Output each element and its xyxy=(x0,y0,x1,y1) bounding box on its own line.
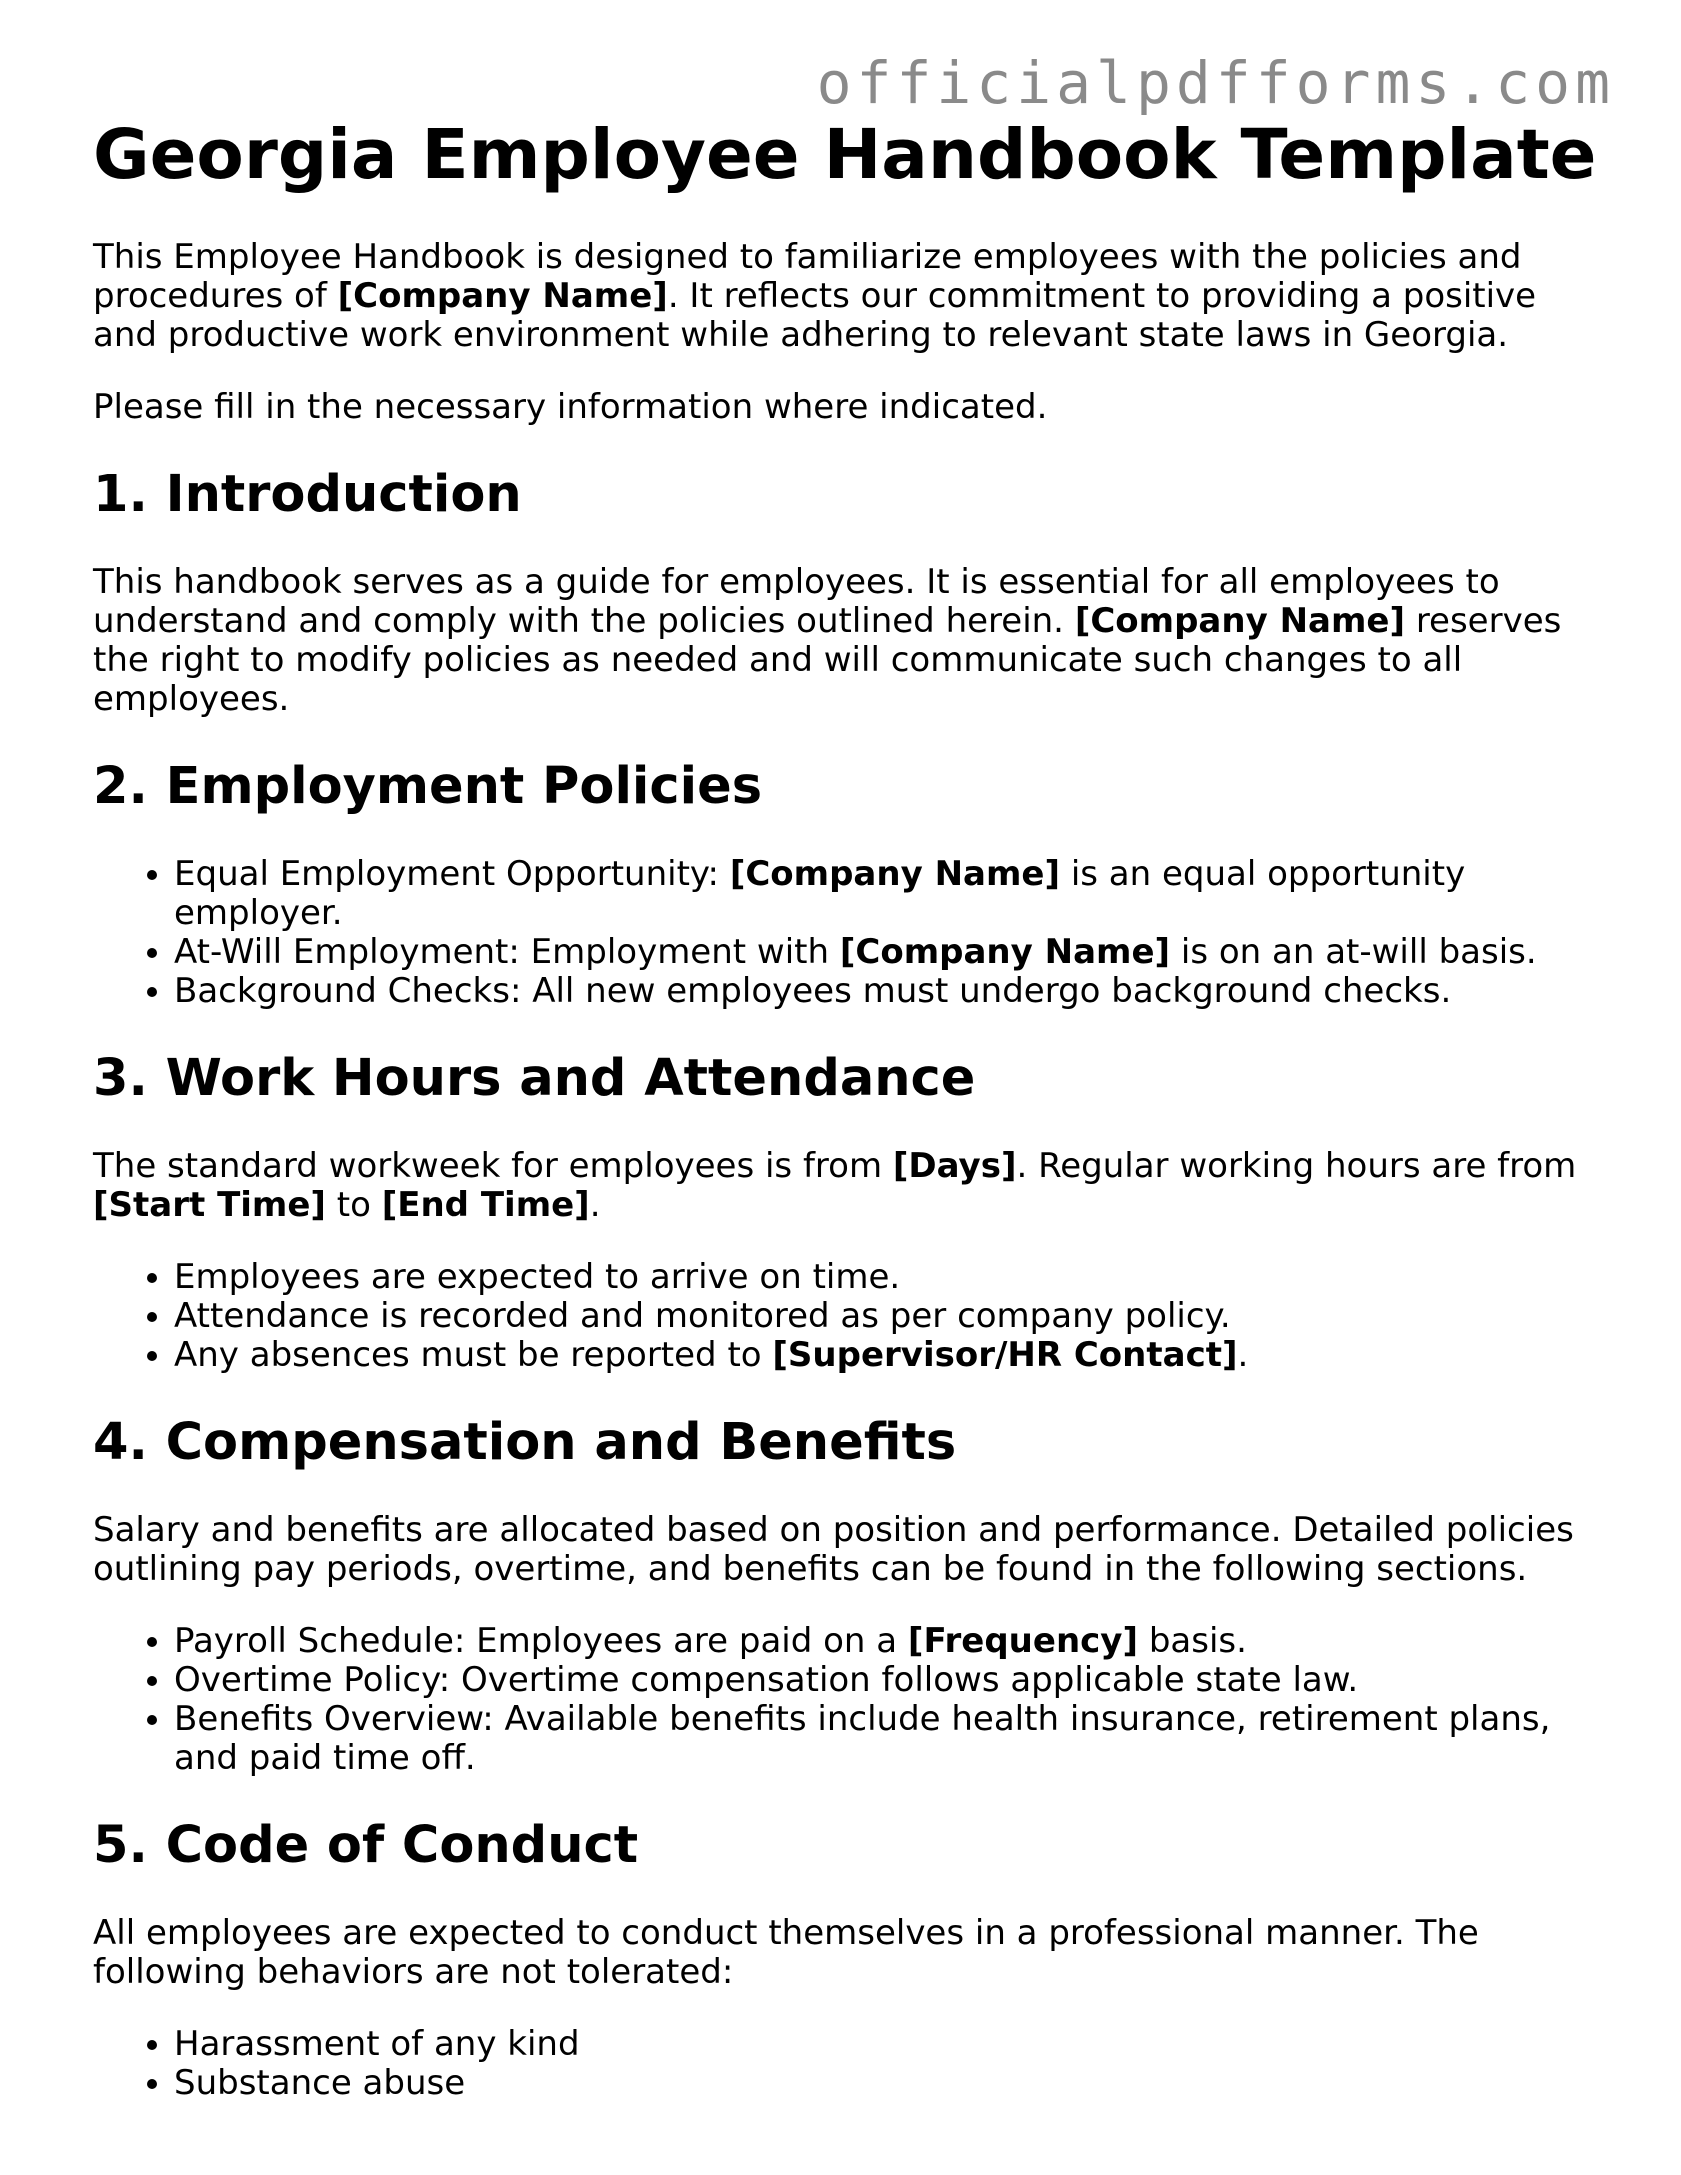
days-placeholder: [Days] xyxy=(892,1146,1017,1187)
start-time-placeholder: [Start Time] xyxy=(93,1185,326,1226)
work-hours-text: The standard workweek for employees is from xyxy=(93,1146,893,1187)
list-item-text: At-Will Employment: Employment with xyxy=(174,932,840,973)
section-heading-employment-policies: 2. Employment Policies xyxy=(93,756,763,816)
company-name-placeholder: [Company Name] xyxy=(337,275,668,316)
compensation-list xyxy=(93,1622,1603,1778)
document-title: Georgia Employee Handbook Template xyxy=(93,115,1597,195)
intro-text: This Employee Handbook is designed to familiarize employees with the policies and procedures of xyxy=(93,236,1522,316)
work-hours-paragraph xyxy=(93,1147,1603,1225)
list-item: • Overtime Policy: Overtime compensation follows applicable state law. xyxy=(174,1661,1603,1700)
list-item: • Attendance is recorded and monitored as per company policy. xyxy=(174,1297,1603,1336)
section-heading-introduction: 1. Introduction xyxy=(93,464,522,524)
list-item-text: Any absences must be reported to xyxy=(174,1335,773,1376)
attendance-list xyxy=(93,1258,1603,1375)
section-heading-work-hours: 3. Work Hours and Attendance xyxy=(93,1049,976,1109)
document-page xyxy=(93,115,1603,2136)
introduction-text: This handbook serves as a guide for employees. It is essential for all employees to understand and comply with the policies outlined herein. xyxy=(93,561,1500,641)
list-item xyxy=(174,1336,1603,1375)
intro-paragraph xyxy=(93,238,1603,355)
conduct-list xyxy=(93,2025,1603,2103)
watermark: officialpdfforms.com xyxy=(816,49,1615,117)
end-time-placeholder: [End Time] xyxy=(381,1185,590,1226)
contact-placeholder: [Supervisor/HR Contact] xyxy=(772,1335,1238,1376)
company-name-placeholder: [Company Name] xyxy=(729,854,1061,895)
instruction-paragraph: Please fill in the necessary information where indicated. xyxy=(93,386,1048,427)
company-name-placeholder: [Company Name] xyxy=(839,932,1171,973)
list-item: • Benefits Overview: Available benefits include health insurance, retirement plans, and paid time off. xyxy=(174,1700,1603,1778)
work-hours-text: . Regular working hours are from xyxy=(1016,1146,1577,1187)
list-item: • Harassment of any kind xyxy=(174,2025,1603,2064)
list-item xyxy=(174,1622,1603,1661)
conduct-paragraph: All employees are expected to conduct themselves in a professional manner. The following behaviors are not tolerated: xyxy=(93,1913,1479,1993)
compensation-paragraph: Salary and benefits are allocated based on position and performance. Detailed policies outlining pay periods, overtime, and benefits can be found in the following sections. xyxy=(93,1510,1574,1590)
list-item-text: . xyxy=(1237,1335,1249,1376)
employment-policies-list xyxy=(93,855,1603,1011)
list-item: • Substance abuse xyxy=(174,2064,1603,2103)
introduction-text: reserves the right to modify policies as needed and will communicate such changes to all employees. xyxy=(93,600,1562,719)
introduction-paragraph xyxy=(93,563,1603,719)
list-item-text: Payroll Schedule: Employees are paid on a xyxy=(174,1621,908,1662)
frequency-placeholder: [Frequency] xyxy=(907,1621,1139,1662)
list-item xyxy=(174,933,1603,972)
section-heading-compensation: 4. Compensation and Benefits xyxy=(93,1413,957,1473)
list-item-text: is on an at-will basis. xyxy=(1170,932,1537,973)
list-item-text: basis. xyxy=(1138,1621,1247,1662)
company-name-placeholder: [Company Name] xyxy=(1074,600,1406,641)
list-item xyxy=(174,855,1603,933)
intro-text: . It reflects our commitment to providing a positive and productive work environment while adhering to relevant state laws in Georgia. xyxy=(93,275,1537,355)
work-hours-text: . xyxy=(589,1185,601,1226)
section-heading-code-of-conduct: 5. Code of Conduct xyxy=(93,1816,639,1876)
list-item: • Employees are expected to arrive on time. xyxy=(174,1258,1603,1297)
work-hours-text: to xyxy=(325,1185,382,1226)
list-item-text: is an equal opportunity employer. xyxy=(174,854,1466,934)
list-item-text: Equal Employment Opportunity: xyxy=(174,854,730,895)
list-item: • Background Checks: All new employees must undergo background checks. xyxy=(174,972,1603,1011)
